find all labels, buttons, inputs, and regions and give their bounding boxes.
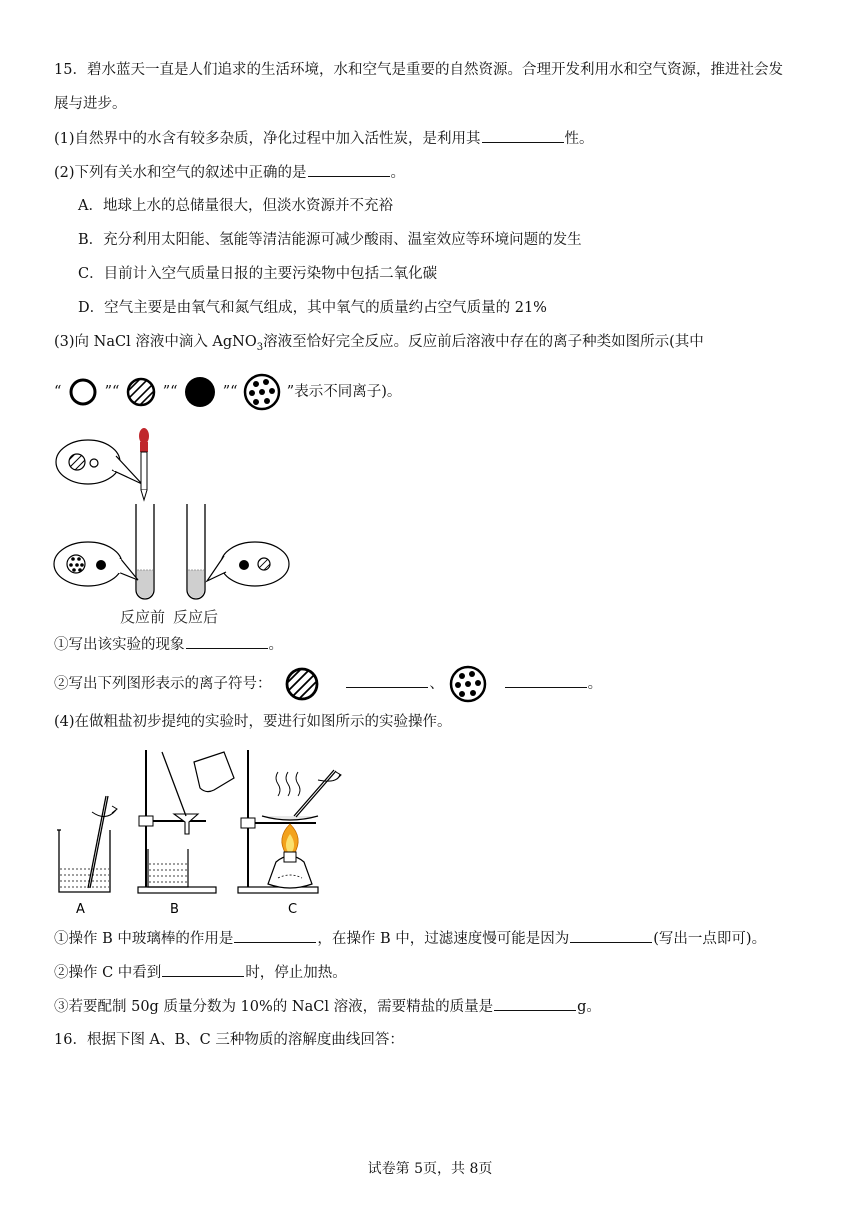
q15-part2-text: (2)下列有关水和空气的叙述中正确的是 <box>54 165 307 181</box>
hatched-ion-icon <box>282 665 322 703</box>
label-after: 反应后 <box>173 608 219 626</box>
q15-op2-text: ②操作 C 中看到 <box>54 965 162 981</box>
q15-sub2-text: ②写出下列图形表示的离子符号： <box>54 676 272 692</box>
q15-sub2-sep: 、 <box>429 676 444 692</box>
q15-part1 <box>54 128 594 149</box>
q15-op2-tail: 时，停止加热。 <box>245 965 347 981</box>
dropper <box>139 428 149 500</box>
solid-circle-ion-icon <box>182 374 218 410</box>
operation-b-filtration <box>138 750 234 917</box>
q15-part3-text-b: 溶液至恰好完全反应。反应前后溶液中存在的离子种类如图所示(其中 <box>263 334 704 350</box>
answer-blank-3[interactable] <box>186 634 268 649</box>
q15-op1 <box>54 928 766 949</box>
label-b: B <box>170 902 179 917</box>
q15-part4: (4)在做粗盐初步提纯的实验时，要进行如图所示的实验操作。 <box>54 714 452 730</box>
tube-after <box>187 504 205 599</box>
after-bubble <box>207 542 289 586</box>
q15-op1-mid: ，在操作 B 中，过滤速度慢可能是因为 <box>317 931 570 947</box>
label-before: 反应前 <box>120 608 166 626</box>
legend-sep-2: ”“ <box>162 384 178 400</box>
q16-stem: 16．根据下图 A、B、C 三种物质的溶解度曲线回答： <box>54 1032 404 1048</box>
legend-sep-3: ”“ <box>222 384 238 400</box>
q15-part2-tail: 。 <box>390 165 406 181</box>
option-c: C．目前计入空气质量日报的主要污染物中包括二氧化碳 <box>78 266 438 282</box>
q15-part1-tail: 性。 <box>564 131 594 147</box>
q15-part3-text-a: (3)向 NaCl 溶液中滴入 AgNO <box>54 334 257 350</box>
operation-c-evaporation <box>238 750 341 917</box>
lab-operations-figure <box>50 742 370 922</box>
q15-sub2-tail: 。 <box>587 676 603 692</box>
dropper-bubble <box>56 440 142 484</box>
legend-quote-open: “ <box>54 384 62 400</box>
q15-sub1-text: ①写出该实验的现象 <box>54 637 185 653</box>
legend-sep-1: ”“ <box>104 384 120 400</box>
option-a: A．地球上水的总储量很大，但淡水资源并不充裕 <box>78 198 393 214</box>
answer-blank-6[interactable] <box>234 928 316 943</box>
page-footer: 试卷第 5页，共 8页 <box>367 1161 493 1177</box>
answer-blank-9[interactable] <box>494 996 576 1011</box>
q15-sub2 <box>54 664 602 704</box>
q15-op3-tail: g。 <box>577 999 601 1015</box>
subscript-3: 3 <box>256 341 264 353</box>
label-c: C <box>288 902 298 917</box>
q15-stem-line1: 15．碧水蓝天一直是人们追求的生活环境，水和空气是重要的自然资源。合理开发利用水和空气资源，推进社会发 <box>54 62 783 78</box>
dotted-ion-icon <box>448 664 488 704</box>
ion-legend <box>54 372 401 412</box>
q15-op2 <box>54 962 347 983</box>
answer-blank-5[interactable] <box>505 673 587 688</box>
q15-op3-text: ③若要配制 50g 质量分数为 10%的 NaCl 溶液，需要精盐的质量是 <box>54 999 494 1015</box>
option-d: D．空气主要是由氧气和氮气组成，其中氧气的质量约占空气质量的 21% <box>78 300 547 316</box>
tube-before <box>136 504 154 599</box>
q15-op1-tail: (写出一点即可)。 <box>653 931 767 947</box>
test-tube-figure <box>50 424 300 629</box>
open-circle-ion-icon <box>66 375 100 409</box>
q15-stem-line2: 展与进步。 <box>54 96 127 112</box>
q15-part3 <box>54 332 704 358</box>
legend-end: ”表示不同离子)。 <box>286 384 402 400</box>
label-a: A <box>76 902 85 917</box>
hatched-circle-ion-icon <box>124 375 158 409</box>
before-bubble <box>54 542 138 586</box>
answer-blank-1[interactable] <box>482 128 564 143</box>
dotted-circle-ion-icon <box>242 372 282 412</box>
operation-a-dissolving <box>57 796 117 917</box>
answer-blank-8[interactable] <box>162 962 244 977</box>
q15-op1-text: ①操作 B 中玻璃棒的作用是 <box>54 931 234 947</box>
q15-part1-text: (1)自然界中的水含有较多杂质，净化过程中加入活性炭，是利用其 <box>54 131 481 147</box>
answer-blank-7[interactable] <box>570 928 652 943</box>
q15-op3 <box>54 996 601 1017</box>
q15-part2 <box>54 162 405 183</box>
answer-blank-2[interactable] <box>308 162 390 177</box>
q15-sub1 <box>54 634 283 655</box>
q15-sub1-tail: 。 <box>268 637 283 653</box>
option-b: B．充分利用太阳能、氢能等清洁能源可减少酸雨、温室效应等环境问题的发生 <box>78 232 582 248</box>
answer-blank-4[interactable] <box>346 673 428 688</box>
